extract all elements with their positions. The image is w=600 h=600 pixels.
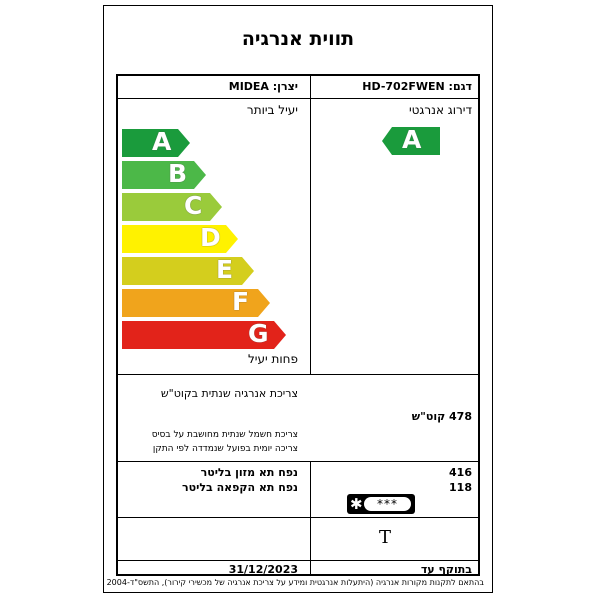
annual-consumption-label: צריכת אנרגיה שנתית בקוט"ש <box>160 387 298 400</box>
most-efficient-label: יעיל ביותר <box>246 103 298 117</box>
label-title: תווית אנרגיה <box>241 28 355 50</box>
energy-label <box>103 5 493 593</box>
energy-class-letter: B <box>168 159 188 188</box>
least-efficient-label: פחות יעיל <box>247 352 298 366</box>
model-label: דגם: HD-702FWEN <box>362 80 472 93</box>
energy-class-bar-g <box>122 321 286 349</box>
label-table <box>116 74 480 576</box>
regulation-note: בהתאם לתקנות מקורות אנרגיה (היתעלות אנרגטית ומידע על צריכת אנרגיה של מכשירי קירור), התשס"ד-2004 <box>106 578 484 587</box>
energy-class-letter: A <box>152 127 172 156</box>
divider <box>310 461 311 574</box>
rating-arrow <box>382 127 440 155</box>
energy-rating-label: דירוג אנרגטי <box>408 103 472 117</box>
supplier-label: יצרן: MIDEA <box>228 80 298 93</box>
consumption-note: צריכת חשמל שנתית מחושבת על בסיס <box>151 430 298 440</box>
energy-class-bar-c <box>122 193 222 221</box>
energy-class-letter: D <box>200 223 221 252</box>
climate-class: T <box>378 527 391 548</box>
energy-class-bar-f <box>122 289 270 317</box>
freezer-volume-label: נפח תא הקפאה בליטר <box>182 481 298 494</box>
freezer-star-icon <box>347 494 415 514</box>
freezer-stars: *** <box>364 497 411 511</box>
freezer-volume-value: 118 <box>449 481 472 494</box>
energy-class-bar-a <box>122 129 190 157</box>
consumption-note: צריכה יומית בפועל שנמדדה לפי התקן <box>152 444 298 454</box>
annual-consumption-value: 478 קוט"ש <box>411 410 472 423</box>
energy-class-bar-b <box>122 161 206 189</box>
divider <box>118 461 478 462</box>
energy-class-letter: E <box>216 255 234 284</box>
rating-letter: A <box>402 125 422 154</box>
divider <box>118 517 478 518</box>
energy-class-bar-e <box>122 257 254 285</box>
divider <box>118 374 478 375</box>
energy-class-bar-d <box>122 225 238 253</box>
divider <box>118 98 478 99</box>
divider <box>310 76 311 374</box>
snowflake-icon: ✱ <box>350 495 363 513</box>
energy-class-letter: C <box>184 191 203 220</box>
valid-until-value: 31/12/2023 <box>228 563 298 576</box>
fresh-volume-label: נפח תא מזון בליטר <box>200 466 298 479</box>
fresh-volume-value: 416 <box>449 466 472 479</box>
energy-class-letter: F <box>232 287 250 316</box>
valid-until-label: בתוקף עד <box>420 563 472 576</box>
energy-class-letter: G <box>248 319 269 348</box>
divider <box>118 560 478 561</box>
